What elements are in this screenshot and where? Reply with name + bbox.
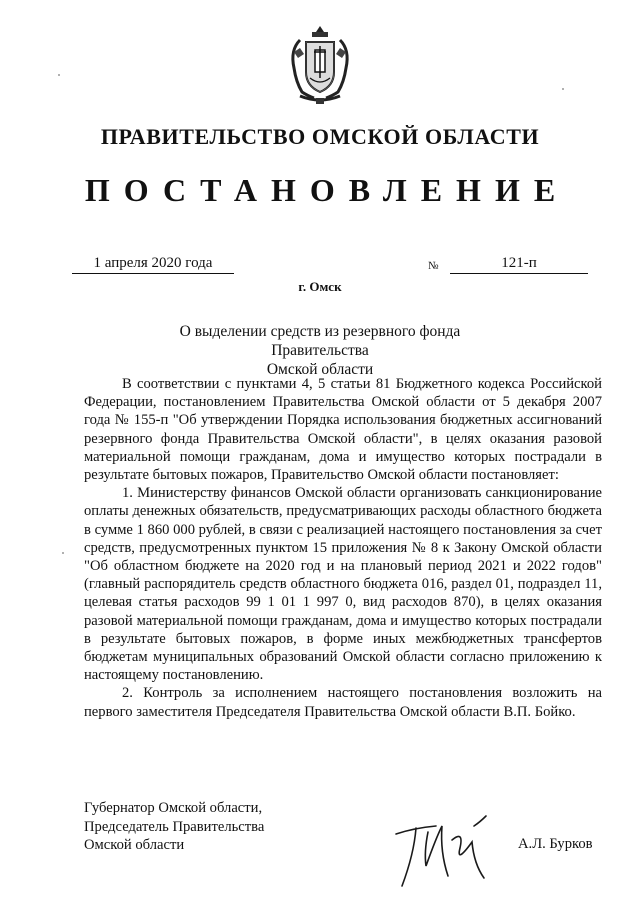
subject-line-2: Омской области <box>266 361 374 378</box>
scan-speck <box>58 74 60 76</box>
item-1-paragraph: 1. Министерству финансов Омской области организовать санкционирование оплаты денежных обязательств, предусматривающих расходы областного бюджета в сумме 1 860 000 рублей, в связи с реализацией настоящего постановления за счет средств, предусмотренных пунктом 15 приложения № 8 к Закону Омской области "Об областном бюджете на 2020 год и на плановый период 2021 и 2022 годов" (главный распорядитель средств областного бюджета 016, раздел 01, подраздел 11, целевая статья расходов 99 1 01 1 997 0, вид расходов 870), в целях оказания разовой материальной помощи гражданам, дома и имущество которых пострадали в результате бытовых пожаров, в форме иных межбюджетных трансфертов бюджетам муниципальных образований Омской области согласно приложению к настоящему постановлению. <box>84 485 602 684</box>
document-subject <box>150 322 490 379</box>
document-number-label: № <box>428 260 439 272</box>
item-2-paragraph: 2. Контроль за исполнением настоящего постановления возложить на первого заместителя Председателя Правительства Омской области В.П. Бойко. <box>84 685 602 720</box>
scan-speck <box>62 552 64 554</box>
government-title: ПРАВИТЕЛЬСТВО ОМСКОЙ ОБЛАСТИ <box>100 124 540 149</box>
subject-line-1: О выделении средств из резервного фонда Правительства <box>179 323 461 359</box>
preamble-paragraph: В соответствии с пунктами 4, 5 статьи 81 Бюджетного кодекса Российской Федерации, постановлением Правительства Омской области от 5 декабря 2007 года № 155-п "Об утверждении Порядка использования бюджетных ассигнований резервного фонда Правительства Омской области", в целях оказания разовой материальной помощи гражданам, дома и имущество которых пострадали в результате бытовых пожаров, Правительство Омской области постановляет: <box>84 376 602 484</box>
city-line: г. Омск <box>298 279 342 294</box>
signatory-name: А.Л. Бурков <box>518 836 593 852</box>
signatory-title-line-2: Председатель Правительства <box>84 818 265 835</box>
document-body <box>84 375 602 721</box>
document-number: 121-п <box>450 255 588 274</box>
handwritten-signature <box>386 812 498 892</box>
document-date: 1 апреля 2020 года <box>72 255 234 274</box>
coat-of-arms-emblem <box>286 22 354 106</box>
scan-speck <box>562 88 564 90</box>
document-type-title: ПОСТАНОВЛЕНИЕ <box>84 172 570 208</box>
signatory-title-line-3: Омской области <box>84 837 185 853</box>
signatory-title-line-1: Губернатор Омской области, <box>84 800 263 816</box>
signatory-title-block <box>84 799 304 855</box>
